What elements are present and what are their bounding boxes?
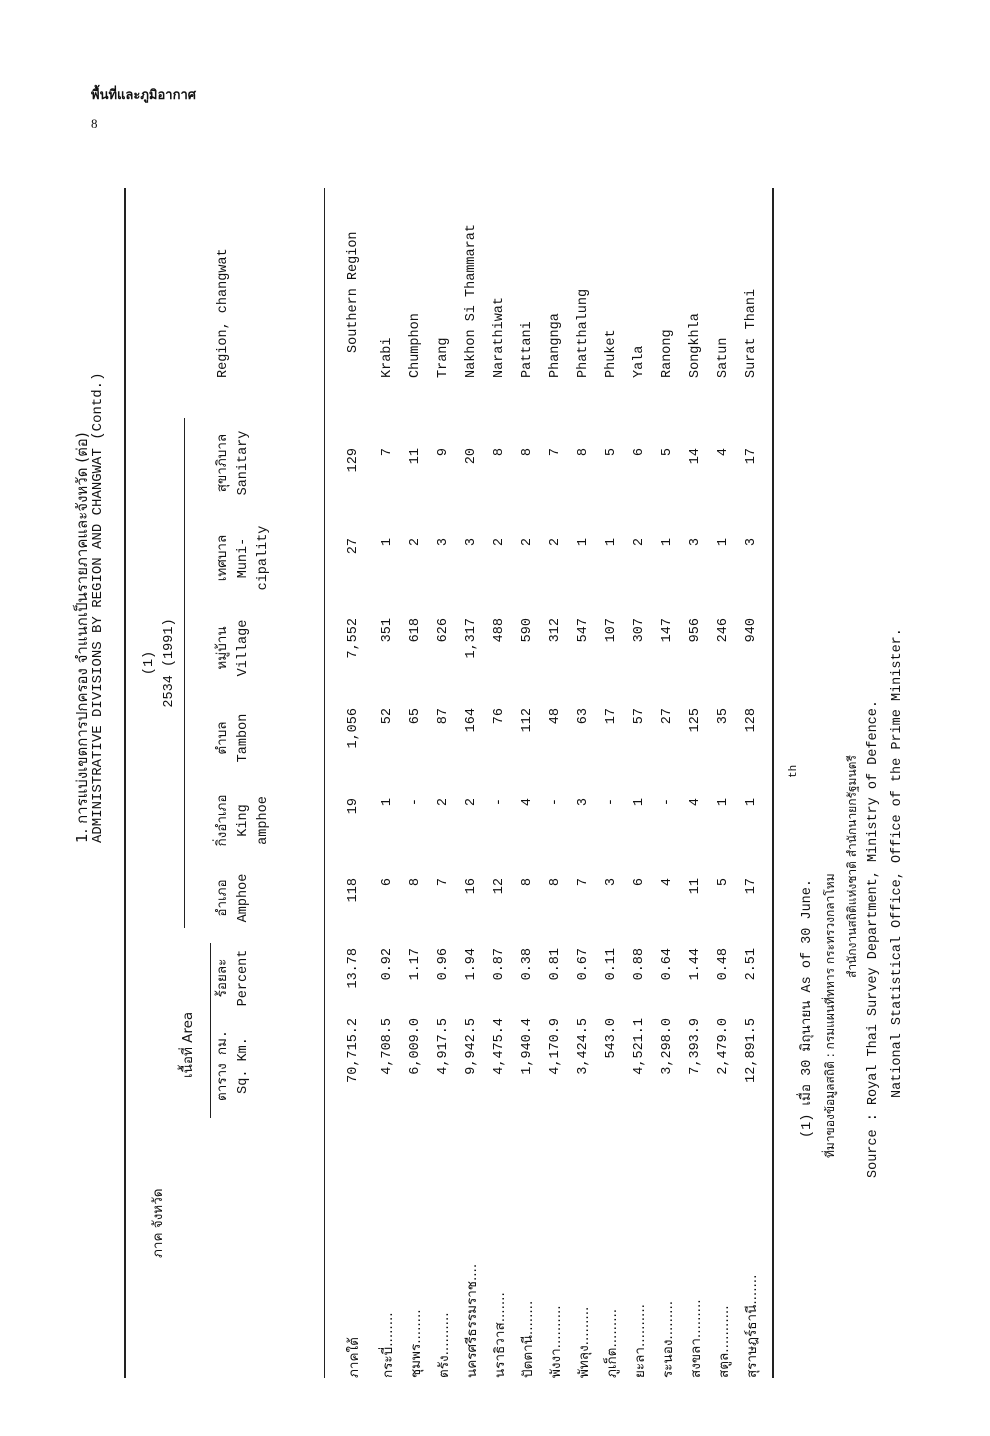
cell-amphoe: 17 [744,878,759,895]
source-thai-2: สำนักงานสถิติแห่งชาติ สำนักนายกรัฐมนตรี [845,755,859,978]
header-region-en: Region, changwat [216,248,231,378]
cell-amphoe: 4 [660,878,675,887]
cell-tambon: 27 [660,708,675,725]
header-sanitary-thai: สุขาภิบาล [216,433,231,493]
cell-sanitary: 6 [632,448,647,457]
cell-tambon: 128 [744,708,759,733]
bottom-rule [772,188,774,1378]
cell-en: Nakhon Si Thammarat [464,224,479,378]
cell-amphoe: 6 [380,878,395,887]
header-year-note: (1) [142,650,157,676]
cell-th: สตูล........... [716,1305,732,1378]
cell-village: 307 [632,618,647,643]
cell-tambon: 164 [464,708,479,733]
cell-sqkm: 4,708.5 [380,1018,395,1075]
cell-en: Surat Thani [744,288,759,378]
cell-th: ระนอง......... [660,1300,676,1378]
header-tambon-en: Tambon [236,713,251,763]
cell-th: พังงา.......... [548,1305,564,1378]
cell-sqkm: 9,942.5 [464,1018,479,1075]
cell-sanitary: 7 [548,448,563,457]
cell-sqkm: 7,393.9 [688,1018,703,1075]
header-muni-thai: เทศบาล [216,534,231,582]
header-percent-en: Percent [236,949,251,1007]
cell-amphoe: 6 [632,878,647,887]
cell-muni: 2 [548,538,563,547]
cell-king: 4 [688,798,703,807]
cell-sanitary: 8 [576,448,591,457]
header-tambon-thai: ตำบล [216,721,231,755]
cell-sanitary: 5 [604,448,619,457]
header-muni-en1: Muni- [236,537,251,579]
cell-sanitary: 129 [346,448,361,473]
cell-sqkm: 4,917.5 [436,1018,451,1075]
cell-sqkm: 1,940.4 [520,1018,535,1075]
cell-village: 1,317 [464,618,479,659]
cell-amphoe: 7 [436,878,451,887]
cell-sanitary: 20 [464,448,479,465]
footnote-superscript: th [788,764,800,778]
cell-pct: 0.38 [520,948,535,981]
cell-sanitary: 17 [744,448,759,465]
cell-th: ตรัง.......... [436,1312,452,1378]
cell-en: Phuket [604,329,619,378]
cell-muni: 3 [464,538,479,547]
cell-king: - [408,798,423,807]
header-king-en1: King [236,804,251,837]
source-en-1: Source : Royal Thai Survey Department, Ministry of Defence. [866,700,881,1178]
cell-amphoe: 11 [688,878,703,895]
cell-village: 246 [716,618,731,643]
cell-sqkm: 3,424.5 [576,1018,591,1075]
cell-en: Phatthalung [576,288,591,378]
cell-muni: 2 [492,538,507,547]
cell-tambon: 87 [436,708,451,725]
header-year: 2534 (1991) [162,618,177,708]
cell-sanitary: 11 [408,448,423,465]
cell-sanitary: 5 [660,448,675,457]
cell-en: Narathiwat [492,296,507,378]
header-muni-en2: cipality [256,525,271,591]
cell-king: 1 [716,798,731,807]
cell-tambon: 112 [520,708,535,733]
cell-amphoe: 8 [408,878,423,887]
cell-pct: 0.88 [632,948,647,981]
cell-tambon: 57 [632,708,647,725]
cell-th: สงขลา......... [688,1299,704,1378]
cell-amphoe: 8 [548,878,563,887]
cell-sanitary: 8 [492,448,507,457]
cell-king: - [604,798,619,807]
header-sqkm-thai: ตาราง กม. [216,1029,231,1102]
cell-pct: 0.96 [436,948,451,981]
cell-en: Trang [436,337,451,378]
cell-muni: 1 [660,538,675,547]
cell-th: นครศรีธรรมราช.... [464,1263,480,1378]
cell-amphoe: 5 [716,878,731,887]
cell-king: - [492,798,507,807]
cell-village: 547 [576,618,591,643]
cell-pct: 0.48 [716,948,731,981]
cell-pct: 1.17 [408,948,423,981]
cell-amphoe: 8 [520,878,535,887]
cell-pct: 0.81 [548,948,563,981]
cell-sqkm: 3,298.0 [660,1018,675,1075]
cell-tambon: 65 [408,708,423,725]
cell-sanitary: 4 [716,448,731,457]
cell-pct: 0.92 [380,948,395,981]
cell-en: Southern Region [346,231,361,353]
cell-pct: 1.94 [464,948,479,981]
footnote-1: (1) เมื่อ 30 มิถุนายน As of 30 June. [800,879,815,1138]
cell-tambon: 52 [380,708,395,725]
cell-th: ชุมพร........ [408,1309,424,1378]
cell-village: 351 [380,618,395,643]
cell-muni: 2 [520,538,535,547]
cell-village: 590 [520,618,535,643]
cell-sanitary: 7 [380,448,395,457]
cell-sqkm: 70,715.2 [346,1018,361,1083]
cell-muni: 1 [576,538,591,547]
cell-king: 1 [744,798,759,807]
cell-en: Yala [632,345,647,378]
header-percent-thai: ร้อยละ [216,958,231,998]
cell-village: 956 [688,618,703,643]
header-sqkm-en: Sq. Km. [236,1037,251,1094]
cell-pct: 1.44 [688,948,703,981]
cell-muni: 1 [604,538,619,547]
header-amphoe-en: Amphoe [236,873,251,923]
cell-king: 2 [436,798,451,807]
cell-en: Phangnga [548,313,563,378]
cell-th: สุราษฎร์ธานี....... [744,1274,760,1378]
cell-pct: 0.64 [660,948,675,981]
area-rule [210,943,211,1118]
cell-muni: 1 [716,538,731,547]
cell-th: นราธิวาส....... [492,1292,508,1378]
cell-village: 107 [604,618,619,643]
cell-amphoe: 7 [576,878,591,887]
cell-sqkm: 12,891.5 [744,1018,759,1083]
cell-en: Satun [716,337,731,378]
cell-th: กระบี่........ [380,1312,396,1378]
cell-tambon: 63 [576,708,591,725]
header-king-en2: amphoe [256,796,271,845]
source-thai-1: ที่มาของข้อมูลสถิติ : กรมแผนที่ทหาร กระทรวงกลาโหม [823,873,837,1158]
header-area: เนื้อที่ Area [180,1011,196,1078]
section-header: พื้นที่และภูมิอากาศ [91,88,197,103]
cell-th: ปัตตานี........ [520,1300,536,1378]
header-village-thai: หมู่บ้าน [216,626,231,670]
source-en-2: National Statistical Office, Office of the Prime Minister. [890,628,905,1098]
cell-th: ภาคใต้ [346,1337,362,1378]
header-amphoe-thai: อำเภอ [216,879,231,917]
cell-pct: 0.67 [576,948,591,981]
cell-pct: 0.87 [492,948,507,981]
cell-king: 19 [346,798,361,815]
cell-en: Chumphon [408,313,423,378]
cell-village: 626 [436,618,451,643]
cell-sqkm: 4,521.1 [632,1018,647,1075]
cell-th: ภูเก็ต......... [604,1308,620,1378]
cell-village: 312 [548,618,563,643]
cell-sqkm: 543.0 [604,1018,619,1059]
header-village-en: Village [236,619,251,677]
page-number: 8 [91,116,98,131]
cell-tambon: 35 [716,708,731,725]
cell-muni: 3 [744,538,759,547]
title-thai: 1. การแบ่งเขตการปกครอง จำแนกเป็นรายภาคและจังหวัด (ต่อ) [73,432,91,843]
cell-pct: 13.78 [346,948,361,989]
cell-village: 7,552 [346,618,361,659]
cell-en: Songkhla [688,313,703,378]
cell-tambon: 48 [548,708,563,725]
cell-en: Ranong [660,329,675,378]
cell-muni: 27 [346,538,361,555]
cell-tambon: 1,056 [346,708,361,749]
top-rule [124,188,126,1378]
cell-tambon: 17 [604,708,619,725]
cell-pct: 0.11 [604,948,619,981]
cell-village: 147 [660,618,675,643]
cell-sanitary: 9 [436,448,451,457]
header-rule [324,188,325,1378]
cell-village: 940 [744,618,759,643]
cell-pct: 2.51 [744,948,759,981]
cell-en: Pattani [520,321,535,378]
cell-village: 488 [492,618,507,643]
cell-village: 618 [408,618,423,643]
cell-king: 2 [464,798,479,807]
cell-sanitary: 8 [520,448,535,457]
cell-amphoe: 12 [492,878,507,895]
cell-tambon: 76 [492,708,507,725]
cell-muni: 2 [408,538,423,547]
cell-th: พัทลุง......... [576,1306,592,1378]
cell-en: Krabi [380,337,395,378]
cell-king: - [548,798,563,807]
cell-king: 4 [520,798,535,807]
header-sanitary-en: Sanitary [236,430,251,496]
cell-king: - [660,798,675,807]
cell-amphoe: 3 [604,878,619,887]
rotated-table [60,188,940,1378]
cell-king: 1 [632,798,647,807]
cell-king: 1 [380,798,395,807]
header-king-thai: กิ่งอำเภอ [216,794,231,847]
cell-muni: 2 [632,538,647,547]
cell-amphoe: 118 [346,878,361,903]
cell-amphoe: 16 [464,878,479,895]
cell-th: ยะลา.......... [632,1304,648,1378]
cell-sqkm: 4,170.9 [548,1018,563,1075]
cell-sqkm: 4,475.4 [492,1018,507,1075]
header-region-thai: ภาค จังหวัด [150,1188,166,1258]
cell-sqkm: 2,479.0 [716,1018,731,1075]
title-english: ADMINISTRATIVE DIVISIONS BY REGION AND CHANGWAT (Contd.) [90,372,106,843]
cell-muni: 3 [688,538,703,547]
cell-king: 3 [576,798,591,807]
cell-tambon: 125 [688,708,703,733]
cell-muni: 1 [380,538,395,547]
cell-sqkm: 6,009.0 [408,1018,423,1075]
cell-sanitary: 14 [688,448,703,465]
cell-muni: 3 [436,538,451,547]
year-rule [184,418,185,928]
